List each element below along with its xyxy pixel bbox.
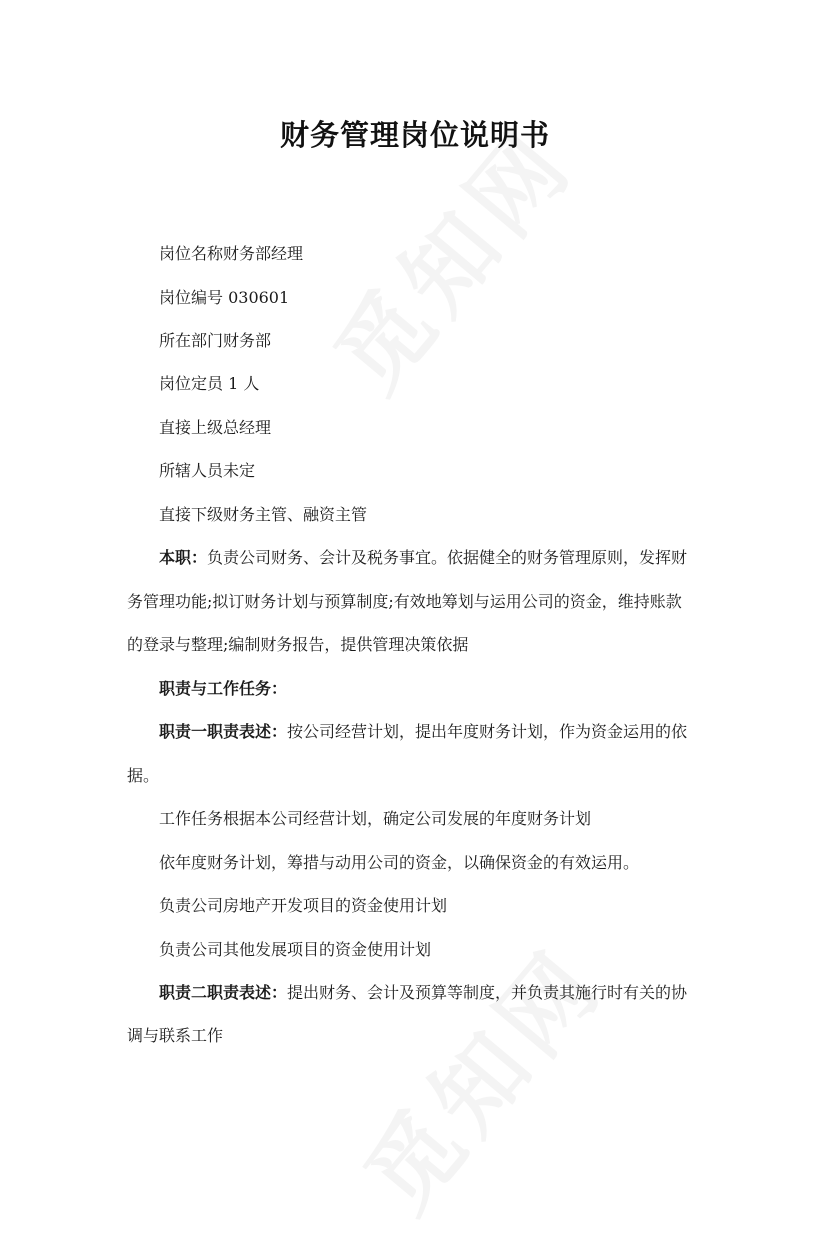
duty1-task-1: 工作任务根据本公司经营计划，确定公司发展的年度财务计划 bbox=[159, 809, 592, 828]
info-position-name: 岗位名称财务部经理 bbox=[159, 244, 304, 263]
main-duty-label: 本职： bbox=[159, 548, 208, 567]
watermark-text-bottom bbox=[330, 916, 628, 1235]
main-duty-line-3: 的登录与整理;编制财务报告，提供管理决策依据 bbox=[127, 635, 469, 654]
info-position-code: 岗位编号 030601 bbox=[159, 288, 290, 307]
duty1-line-1 bbox=[159, 721, 687, 743]
tasks-heading: 职责与工作任务： bbox=[159, 679, 288, 698]
duty1-line-2: 据。 bbox=[127, 766, 160, 785]
duty1-label: 职责一职责表述： bbox=[159, 722, 288, 741]
duty2-text-1: 提出财务、会计及预算等制度，并负责其施行时有关的协 bbox=[287, 983, 688, 1002]
duty1-task-4: 负责公司其他发展项目的资金使用计划 bbox=[159, 940, 432, 959]
info-department: 所在部门财务部 bbox=[159, 331, 272, 350]
duty1-text-1: 按公司经营计划，提出年度财务计划，作为资金运用的依 bbox=[287, 722, 688, 741]
info-subordinates: 所辖人员未定 bbox=[159, 461, 256, 480]
main-duty-line-1 bbox=[159, 547, 687, 569]
duty2-line-1 bbox=[159, 982, 687, 1004]
duty2-label: 职责二职责表述： bbox=[159, 983, 288, 1002]
main-duty-line-2: 务管理功能;拟订财务计划与预算制度;有效地筹划与运用公司的资金，维持账款 bbox=[127, 592, 682, 611]
info-direct-superior: 直接上级总经理 bbox=[159, 418, 272, 437]
document-title: 财务管理岗位说明书 bbox=[279, 118, 550, 152]
duty2-line-2: 调与联系工作 bbox=[127, 1026, 224, 1045]
duty1-task-2: 依年度财务计划，筹措与动用公司的资金，以确保资金的有效运用。 bbox=[159, 853, 640, 872]
info-headcount: 岗位定员 1 人 bbox=[159, 374, 260, 393]
duty1-task-3: 负责公司房地产开发项目的资金使用计划 bbox=[159, 896, 448, 915]
info-direct-subordinates: 直接下级财务主管、融资主管 bbox=[159, 505, 368, 524]
main-duty-text-1: 负责公司财务、会计及税务事宜。依据健全的财务管理原则，发挥财 bbox=[207, 548, 688, 567]
